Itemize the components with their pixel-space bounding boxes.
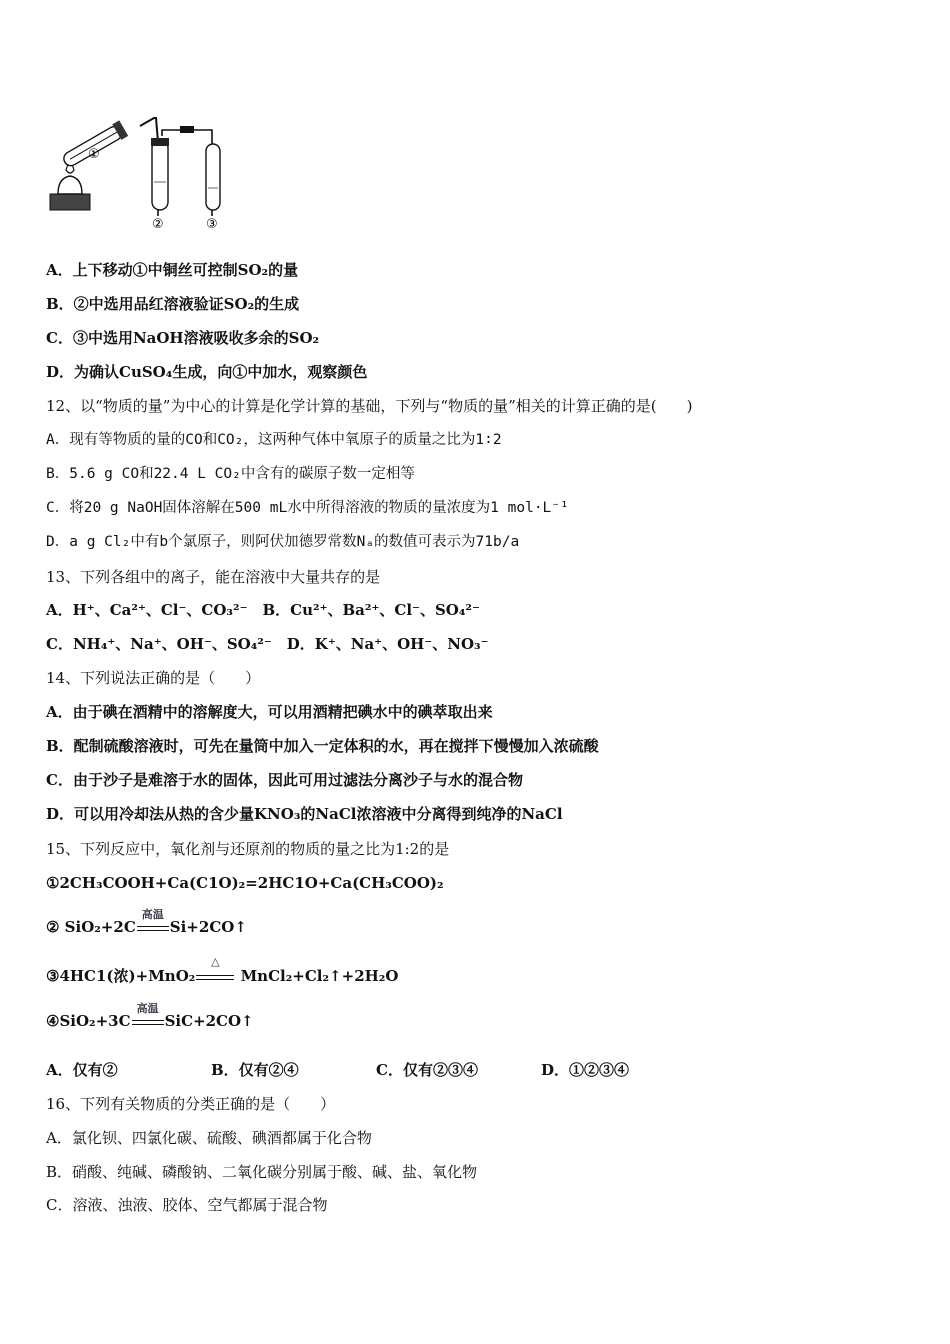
label-2: ② xyxy=(152,217,164,232)
test-tube-2 xyxy=(152,140,168,210)
connecting-tube xyxy=(162,130,212,216)
q12-stem: 12、以“物质的量”为中心的计算是化学计算的基础，下列与“物质的量”相关的计算正确的是( ) xyxy=(46,397,693,415)
q15-option-c: C．仅有②③④ xyxy=(376,1061,478,1079)
r3-left: ③4HC1(浓)+MnO₂ xyxy=(46,967,196,985)
q13-options-cd: C．NH₄⁺、Na⁺、OH⁻、SO₄²⁻ D．K⁺、Na⁺、OH⁻、NO₃⁻ xyxy=(46,635,489,653)
q15-reaction-2 xyxy=(46,908,247,936)
q15-stem: 15、下列反应中，氧化剂与还原剂的物质的量之比为1:2的是 xyxy=(46,840,450,858)
alcohol-lamp xyxy=(58,176,82,194)
q15-option-d: D．①②③④ xyxy=(541,1061,630,1079)
q15-option-a: A．仅有② xyxy=(46,1061,118,1079)
q12-option-b: B．5.6 g CO和22.4 L CO₂中含有的碳原子数一定相等 xyxy=(46,466,415,482)
r2-condition xyxy=(137,908,169,934)
label-1: ① xyxy=(88,147,100,162)
r4-condition-label: 高温 xyxy=(136,1002,159,1015)
r2-right: Si+2CO↑ xyxy=(169,918,247,936)
r2-left: ② SiO₂+2C xyxy=(46,918,136,936)
q11-option-d: D．为确认CuSO₄生成，向①中加水，观察颜色 xyxy=(46,363,368,381)
q16-option-b: B．硝酸、纯碱、磷酸钠、二氧化碳分别属于酸、碱、盐、氧化物 xyxy=(46,1163,478,1181)
q13-options-ab: A．H⁺、Ca²⁺、Cl⁻、CO₃²⁻ B．Cu²⁺、Ba²⁺、Cl⁻、SO₄²⁻ xyxy=(46,601,480,619)
r4-right: SiC+2CO↑ xyxy=(164,1012,254,1030)
label-3: ③ xyxy=(206,217,218,232)
r4-left: ④SiO₂+3C xyxy=(46,1012,131,1030)
r2-condition-label: 高温 xyxy=(141,908,164,921)
q12-option-c: C．将20 g NaOH固体溶解在500 mL水中所得溶液的物质的量浓度为1 mol·L⁻¹ xyxy=(46,500,569,516)
q12-option-d: D．a g Cl₂中有b个氯原子，则阿伏加德罗常数Nₐ的数值可表示为71b/a xyxy=(46,534,520,550)
burner-base xyxy=(50,194,90,210)
q14-stem: 14、下列说法正确的是（ ） xyxy=(46,669,261,687)
q14-option-b: B．配制硫酸溶液时，可先在量筒中加入一定体积的水，再在搅拌下慢慢加入浓硫酸 xyxy=(46,737,599,755)
q15-reaction-3 xyxy=(46,955,399,986)
q11-option-c: C．③中选用NaOH溶液吸收多余的SO₂ xyxy=(46,329,320,347)
q12-option-a: A．现有等物质的量的CO和CO₂，这两种气体中氧原子的质量之比为1∶2 xyxy=(46,432,502,448)
q16-stem: 16、下列有关物质的分类正确的是（ ） xyxy=(46,1095,336,1113)
q11-option-a: A．上下移动①中铜丝可控制SO₂的量 xyxy=(46,261,299,279)
q15-option-b: B．仅有②④ xyxy=(211,1061,299,1079)
q16-option-a: A．氯化钡、四氯化碳、硫酸、碘酒都属于化合物 xyxy=(46,1129,372,1147)
r3-right: MnCl₂+Cl₂↑+2H₂O xyxy=(235,967,399,985)
q14-option-a: A．由于碘在酒精中的溶解度大，可以用酒精把碘水中的碘萃取出来 xyxy=(46,703,493,721)
q16-option-c: C．溶液、浊液、胶体、空气都属于混合物 xyxy=(46,1196,328,1214)
r3-condition xyxy=(196,955,234,983)
r4-condition xyxy=(132,1002,164,1028)
apparatus-figure xyxy=(44,96,244,236)
q15-reaction-1: ①2CH₃COOH+Ca(C1O)₂=2HC1O+Ca(CH₃COO)₂ xyxy=(46,874,444,892)
q15-options xyxy=(46,1059,629,1081)
q14-option-d: D．可以用冷却法从热的含少量KNO₃的NaCl浓溶液中分离得到纯净的NaCl xyxy=(46,805,563,823)
r3-condition-label: △ xyxy=(211,955,220,968)
q11-option-b: B．②中选用品红溶液验证SO₂的生成 xyxy=(46,295,300,313)
q13-stem: 13、下列各组中的离子，能在溶液中大量共存的是 xyxy=(46,568,381,586)
q15-reaction-4 xyxy=(46,1002,254,1030)
q14-option-c: C．由于沙子是难溶于水的固体，因此可用过滤法分离沙子与水的混合物 xyxy=(46,771,523,789)
test-tube-3 xyxy=(206,144,220,210)
test-tube-1 xyxy=(60,120,128,170)
